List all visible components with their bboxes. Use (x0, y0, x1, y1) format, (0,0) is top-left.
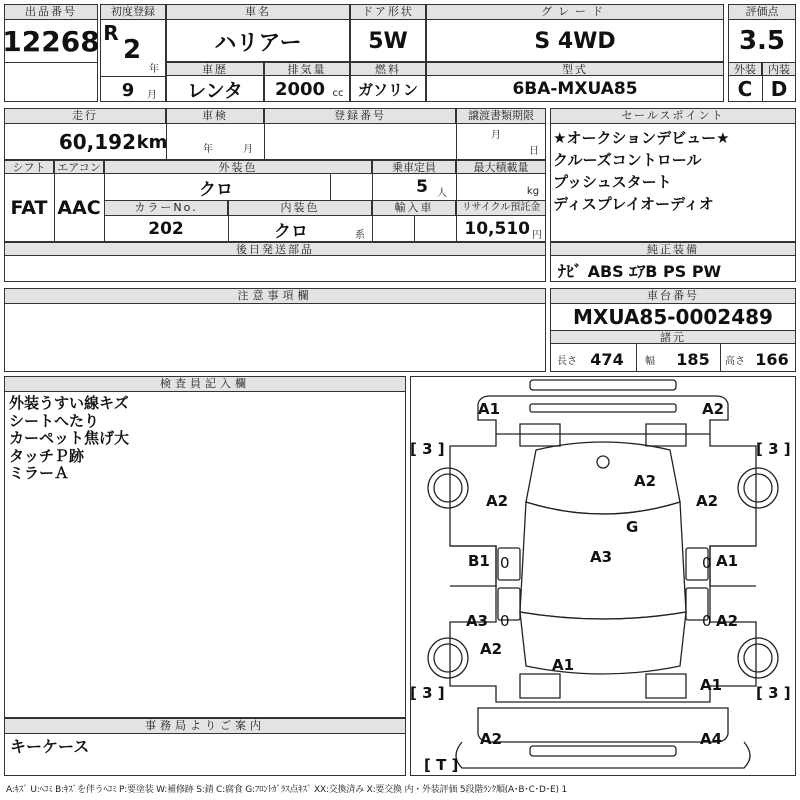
deadline-month-unit: 月 (491, 129, 501, 141)
width-label: 幅 (645, 355, 655, 367)
grade-header: グレード (426, 4, 724, 20)
divider (720, 344, 721, 372)
tire-rear-right: [ 3 ] (756, 684, 791, 702)
sales-point: プッシュスタート (553, 173, 672, 191)
genuine-equipment: ﾅﾋﾞ ABS ｴｱB PS PW (558, 261, 722, 281)
registration-month: 9 (121, 79, 135, 101)
sales-point: ディスプレイオーディオ (553, 195, 714, 213)
specs-header: 諸元 (550, 330, 796, 344)
max-load-header: 最大積載量 (456, 160, 546, 174)
car-name: ハリアー (214, 30, 302, 56)
office-note: キーケース (10, 737, 90, 756)
mark-front-fender-left: A2 (486, 492, 509, 510)
capacity-header: 乗車定員 (372, 160, 456, 174)
import-header: 輸入車 (372, 200, 456, 216)
legend: A:ｷｽﾞ U:ﾍｺﾐ B:ｷｽﾞを伴うﾍｺﾐ P:要塗装 W:補修跡 S:錆 C:腐食 G:ﾌﾛﾝﾄｶﾞﾗｽ点ｷｽﾞ XX:交換済み X:要交換 内・外装評価 5段階ﾗﾝｸ順(A･B･C･D･E) 1 (6, 785, 567, 795)
car-name-header: 車名 (166, 4, 350, 20)
mark-windshield: G (626, 518, 639, 536)
zero-left-front: 0 (500, 554, 510, 572)
int-color-header: 内装色 (228, 200, 372, 216)
zero-right-rear: 0 (702, 612, 712, 630)
tire-front-right: [ 3 ] (756, 440, 791, 458)
mileage: 60,192 (58, 130, 136, 154)
yen-unit: 円 (532, 229, 542, 241)
sales-point: クルーズコントロール (553, 151, 702, 169)
year-unit: 年 (149, 63, 159, 75)
divider (414, 216, 415, 242)
registration-number-header: 登録番号 (264, 108, 456, 124)
aircon-header: エアコン (54, 160, 104, 174)
mark-rear-bumper-left: A2 (480, 730, 503, 748)
zero-left-rear: 0 (500, 612, 510, 630)
zero-right-front: 0 (702, 554, 712, 572)
cc-unit: cc (332, 87, 344, 99)
car-diagram (410, 376, 796, 776)
length-label: 長さ (557, 355, 577, 367)
mark-front-bumper-right: A2 (702, 400, 725, 418)
color-no-header: カラーNo. (104, 200, 228, 216)
mark-front-door-left: B1 (468, 552, 490, 570)
mark-front-fender-right: A2 (696, 492, 719, 510)
era-letter: R (103, 21, 119, 45)
inspection-header: 車検 (166, 108, 264, 124)
model-code: 6BA-MXUA85 (512, 79, 638, 99)
color-number: 202 (148, 219, 184, 239)
mark-rear-bumper-right: A4 (700, 730, 723, 748)
height-label: 高さ (725, 355, 745, 367)
km-unit: km (136, 131, 168, 153)
inspection-year-unit: 年 (203, 143, 213, 155)
mark-quarter-right: A1 (700, 676, 723, 694)
inspection-month-unit: 月 (243, 143, 253, 155)
divider (100, 76, 166, 77)
ext-color-header: 外装色 (104, 160, 372, 174)
office-header: 事務局よりご案内 (4, 718, 406, 734)
people-unit: 人 (437, 187, 447, 199)
height-value: 166 (755, 349, 789, 369)
length-value: 474 (590, 349, 624, 369)
history-header: 車歴 (166, 62, 264, 76)
overall-score: 3.5 (738, 26, 786, 56)
capacity: 5 (416, 177, 428, 197)
recycle-deposit: 10,510 (464, 219, 530, 239)
exterior-grade: C (737, 77, 753, 101)
registration-year: 2 (122, 35, 142, 65)
tire-rear-left: [ 3 ] (410, 684, 445, 702)
ext-color: クロ (199, 179, 233, 200)
sales-points-header: セールスポイント (550, 108, 796, 124)
fuel: ガソリン (357, 80, 418, 99)
mileage-header: 走行 (4, 108, 166, 124)
mark-tailgate: A1 (552, 656, 575, 674)
exterior-header: 外装 (728, 62, 762, 76)
divider (4, 62, 98, 63)
sales-points-list (553, 127, 730, 215)
displacement-header: 排気量 (264, 62, 350, 76)
spare-tire: [ T ] (424, 756, 459, 774)
recycle-header: リサイクル預託金 (456, 200, 546, 216)
history: レンタ (187, 79, 243, 102)
inspector-note: カーペット焦げ大 (9, 429, 130, 447)
later-parts-header: 後日発送部品 (4, 242, 546, 256)
chassis-number: MXUA85-0002489 (573, 305, 773, 329)
deadline-day-unit: 日 (529, 145, 539, 157)
mark-front-door-right: A1 (716, 552, 739, 570)
first-registration-header: 初度登録 (100, 4, 166, 20)
mark-rear-door-left: A3 (466, 612, 489, 630)
transfer-deadline-header: 譲渡書類期限 (456, 108, 546, 124)
mark-rear-door-right: A2 (716, 612, 739, 630)
mark-quarter-left: A2 (480, 640, 503, 658)
interior-header: 内装 (762, 62, 796, 76)
chassis-header: 車台番号 (550, 288, 796, 304)
divider (636, 344, 637, 372)
inspector-note: 外装うすい線キズ (9, 394, 129, 412)
fuel-header: 燃料 (350, 62, 426, 76)
lot-number: 12268 (2, 24, 100, 58)
month-unit: 月 (147, 89, 157, 101)
mark-roof: A3 (590, 548, 613, 566)
inspector-note: シートへたり (9, 411, 100, 430)
kg-unit: kg (526, 185, 540, 197)
door-type: 5W (368, 28, 408, 54)
mark-front-bumper-left: A1 (478, 400, 501, 418)
genuine-equipment-header: 純正装備 (550, 242, 796, 256)
interior-grade: D (770, 77, 788, 101)
grade: S 4WD (534, 28, 616, 54)
aircon-value: AAC (57, 197, 101, 219)
width-value: 185 (676, 349, 710, 369)
lot-number-header: 出品番号 (4, 4, 98, 20)
inspector-notes (9, 395, 129, 483)
caution-header: 注意事項欄 (4, 288, 546, 304)
inspector-note: ミラーＡ (9, 464, 70, 482)
tire-front-left: [ 3 ] (410, 440, 445, 458)
shift-value: FAT (10, 197, 48, 219)
kei-unit: 系 (355, 229, 365, 241)
inspector-header: 検査員記入欄 (4, 376, 406, 392)
int-color: クロ (274, 221, 308, 242)
inspector-note: タッチＰ跡 (9, 446, 85, 465)
score-header: 評価点 (728, 4, 796, 20)
sales-point: ★オークションデビュー★ (553, 129, 730, 147)
displacement: 2000 (274, 78, 326, 100)
mark-hood: A2 (634, 472, 657, 490)
shift-header: シフト (4, 160, 54, 174)
model-header: 型式 (426, 62, 724, 76)
door-header: ドア形状 (350, 4, 426, 20)
divider (330, 174, 331, 200)
